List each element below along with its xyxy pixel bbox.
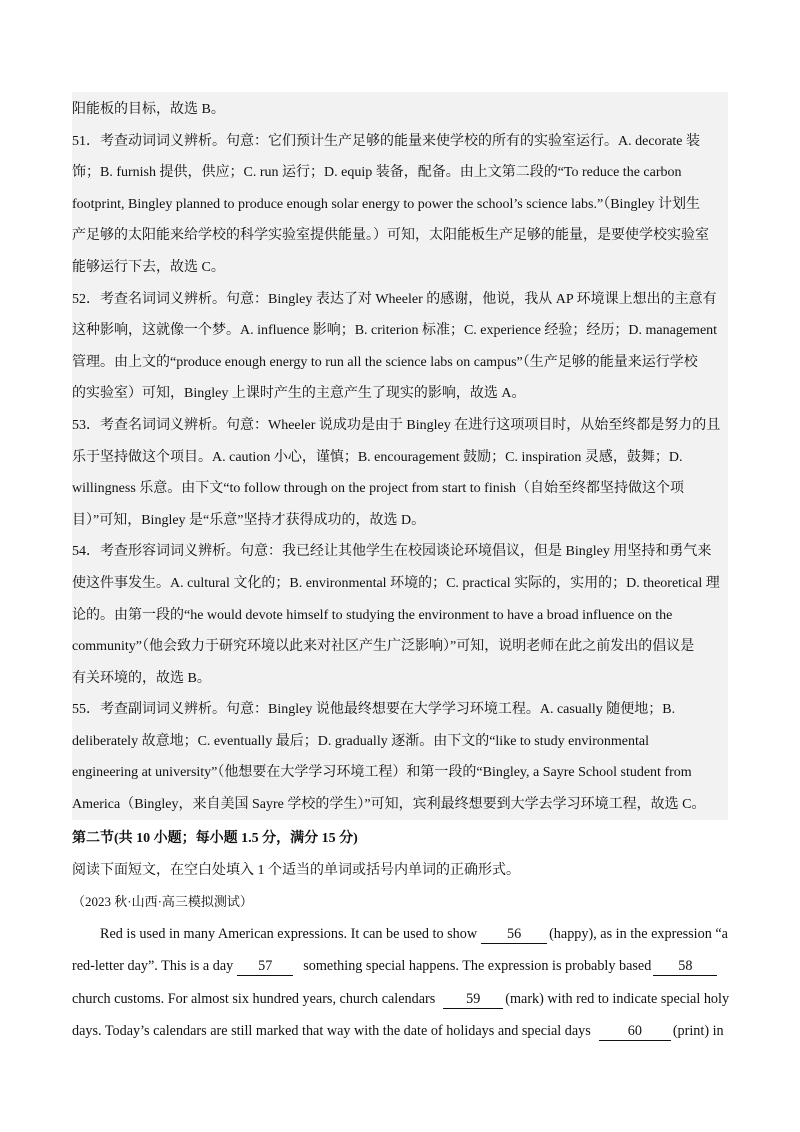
passage-line	[72, 918, 732, 951]
passage-line	[72, 950, 732, 983]
explanation-line: community”（他会致力于研究环境以此来对社区产生广泛影响）”可知，说明老师在此之前发出的倡议是	[72, 639, 695, 655]
explanation-line: 使这件事发生。A. cultural 文化的；B. environmental 环境的；C. practical 实际的，实用的；D. theoretical 理	[72, 575, 720, 591]
explanation-line: footprint, Bingley planned to produce enough solar energy to power the school’s science labs.”（Bingley 计划生	[72, 196, 701, 212]
passage-text: church customs. For almost six hundred years, church calendars	[72, 990, 436, 1007]
explanation-line: deliberately 故意地；C. eventually 最后；D. gradually 逐渐。由下文的“like to study environmental	[72, 733, 650, 749]
passage-text: red-letter day”. This is a day	[72, 958, 234, 975]
blank-58[interactable]: 58	[653, 957, 717, 976]
passage-text: (mark) with red to indicate special holy	[505, 990, 730, 1007]
blank-59[interactable]: 59	[443, 990, 503, 1009]
explanation-line: 能够运行下去，故选 C。	[72, 259, 225, 275]
explanation-line: engineering at university”（他想要在大学学习环境工程）和第一段的“Bingley, a Sayre School student from	[72, 765, 692, 781]
explanation-line: 阳能板的目标，故选 B。	[72, 102, 225, 117]
passage-line	[72, 983, 732, 1016]
blank-57[interactable]: 57	[237, 957, 293, 976]
explanation-line: 51．考查动词词义辨析。句意：它们预计生产足够的能量来使学校的所有的实验室运行。A. decorate 装	[72, 133, 701, 149]
explanation-line: 饰；B. furnish 提供，供应；C. run 运行；D. equip 装备，配备。由上文第二段的“To reduce the carbon	[72, 165, 682, 181]
explanation-line: 乐于坚持做这个项目。A. caution 小心，谨慎；B. encouragement 鼓励；C. inspiration 灵感，鼓舞；D.	[72, 449, 683, 465]
cloze-passage	[72, 918, 732, 1048]
explanation-line: 53．考查名词词义辨析。句意：Wheeler 说成功是由于 Bingley 在进行这项项目时，从始至终都是努力的且	[72, 417, 721, 433]
explanation-line: 52．考查名词词义辨析。句意：Bingley 表达了对 Wheeler 的感谢，他说，我从 AP 环境课上想出的主意有	[72, 291, 717, 307]
passage-text: Red is used in many American expressions. It can be used to show	[100, 925, 478, 942]
explanation-line: 55．考查副词词义辨析。句意：Bingley 说他最终想要在大学学习环境工程。A. casually 随便地；B.	[72, 702, 676, 718]
passage-text: (happy), as in the expression “a	[549, 925, 728, 942]
passage-line	[72, 1015, 732, 1048]
passage-text: days. Today’s calendars are still marked that way with the date of holidays and special days	[72, 1023, 591, 1040]
blank-60[interactable]: 60	[599, 1022, 671, 1041]
section-instruction: 阅读下面短文，在空白处填入 1 个适当的单词或括号内单词的正确形式。	[72, 862, 520, 878]
answer-explanations	[72, 94, 728, 821]
explanation-line: 产足够的太阳能来给学校的科学实验室提供能量。）可知，太阳能板生产足够的能量，是要使学校实验室	[72, 228, 709, 244]
explanation-line: 54．考查形容词词义辨析。句意：我已经让其他学生在校园谈论环境倡议，但是 Bingley 用坚持和勇气来	[72, 544, 712, 560]
explanation-line: 目）”可知，Bingley 是“乐意”坚持才获得成功的，故选 D。	[72, 512, 426, 528]
passage-text: (print) in	[672, 1023, 724, 1040]
question-source: （2023 秋·山西·高三模拟测试）	[72, 894, 253, 910]
passage-text: something special happens. The expression is probably based	[303, 958, 652, 975]
explanation-line: 的实验室）可知，Bingley 上课时产生的主意产生了现实的影响，故选 A。	[72, 386, 526, 402]
blank-56[interactable]: 56	[481, 925, 547, 944]
section-heading: 第二节(共 10 小题；每小题 1.5 分，满分 15 分)	[72, 831, 358, 846]
explanation-line: America（Bingley，来自美国 Sayre 学校的学生）”可知，宾利最终想要到大学去学习环境工程，故选 C。	[72, 797, 706, 813]
section-two	[72, 823, 732, 1048]
explanation-line: 有关环境的，故选 B。	[72, 670, 211, 686]
explanation-line: 这种影响，这就像一个梦。A. influence 影响；B. criterion 标准；C. experience 经验；经历；D. management	[72, 323, 718, 339]
explanation-line: willingness 乐意。由下文“to follow through on the project from start to finish（自始至终都坚持做这个项	[72, 481, 685, 497]
explanation-line: 论的。由第一段的“he would devote himself to studying the environment to have a broad influence on the	[72, 607, 673, 623]
explanation-line: 管理。由上文的“produce enough energy to run all the science labs on campus”（生产足够的能量来运行学校	[72, 354, 698, 370]
